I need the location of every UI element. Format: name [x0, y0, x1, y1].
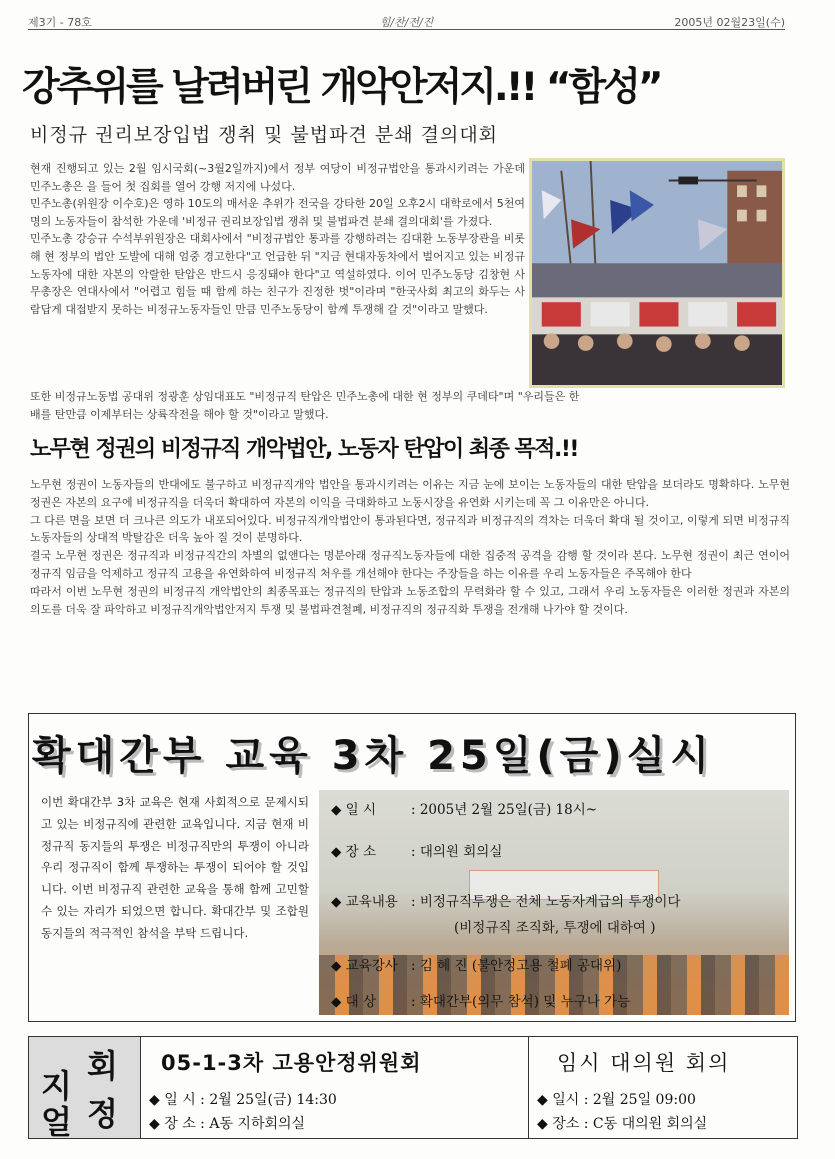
newsletter-title: 힘/찬/전/진: [379, 16, 434, 29]
meeting1-place: ◆ 장 소 : A동 지하회의실: [149, 1116, 306, 1132]
education-detail-time: ◆ 일 시 : 2005년 2월 25일(금) 18시~: [331, 802, 598, 818]
section2-title: 노무현 정권의 비정규직 개악법안, 노동자 탄압이 최종 목적.!!: [30, 437, 578, 462]
meeting-schedule: [28, 1036, 798, 1139]
schedule-label: [29, 1037, 141, 1141]
section2-paragraph: 그 다른 면을 보면 더 크나큰 의도가 내포되어있다. 비정규직개악법안이 통과된다면, 정규직과 비정규직의 격차는 더욱더 확대 될 것이고, 이렇게 되면 비정규직노동자들의 상대적 박탈감은 더욱 높아 질 것이 분명하다.: [30, 513, 790, 545]
section2-paragraph: 따라서 이번 노무현 정권의 비정규직 개악법안의 최종목표는 정규직의 탄압과 노동조합의 무력화라 할 수 있고, 그래서 우리 노동자들은 이러한 정권과 자본의 의도를 더욱 잘 파악하고 비정규직개악법안저지 투쟁 및 불법파견철폐, 비정규직의 정규직화 투쟁을 전개해 나가야 할 것이다.: [30, 584, 790, 616]
subheadline: 비정규 권리보장입법 쟁취 및 불법파견 분쇄 결의대회: [30, 124, 499, 146]
education-detail-content-sub: (비정규직 조직화, 투쟁에 대하여 ): [454, 920, 656, 936]
page-header: [28, 14, 785, 30]
education-description: 이번 확대간부 3차 교육은 현재 사회적으로 문제시되고 있는 비정규직에 관련한 교육입니다. 지금 현재 비정규직 동지들의 투쟁은 비정규직만의 투쟁이 아니라 우리 정규직이 함께 투쟁하는 투쟁이 되어야 할 것입니다. 이번 비정규직 관련한 교육을 통해 함께 고민할 수 있는 자리가 되었으면 합니다. 확대간부 및 조합원 동지들의 적극적인 참석을 부탁 드립니다.: [41, 795, 309, 940]
rally-photo: [529, 158, 785, 388]
schedule-label-char: 지: [41, 1067, 72, 1105]
education-detail-content: ◆ 교육내용 : 비정규직투쟁은 전체 노동자계급의 투쟁이다: [331, 894, 681, 910]
section2-paragraph: 결국 노무현 정권은 정규직과 비정규직간의 차별의 없앤다는 명분아래 정규직노동자들에 대한 집중적 공격을 감행 할 것이라 본다. 노무현 정권이 최근 연이어 정규직 임금을 억제하고 정규직 고용을 유연화하여 비정규직 처우를 개선해야 한다는 주장들을 하는 이유를 우리 노동자들은 주목해야 한다: [30, 549, 790, 580]
schedule-label-char: 정: [87, 1095, 118, 1133]
schedule-label-char: 얼: [41, 1103, 72, 1141]
meeting1-title: 05-1-3차 고용안정위원회: [161, 1051, 422, 1075]
meeting1-time: ◆ 일 시 : 2월 25일(금) 14:30: [149, 1092, 337, 1108]
issue-number: 제3기 - 78호: [28, 16, 92, 29]
article1-paragraph: 민주노총(위원장 이수호)은 영하 10도의 매서운 추위가 전국을 강타한 20일 오후2시 대학로에서 5천여 명의 노동자들이 참석한 가운데 '비정규 권리보장입법 쟁취 및 불법파견 분쇄 결의대회'를 가졌다.: [30, 197, 525, 228]
meeting1-panel: [141, 1037, 529, 1138]
meeting2-place: ◆ 장소 : C동 대의원 회의실: [537, 1116, 708, 1132]
article1-closing: 또한 비정규노동법 공대위 정광훈 상임대표도 "비정규직 탄압은 민주노총에 대한 현 정부의 쿠데타"며 "우리들은 한 배를 탄만큼 이제부터는 상륙작전을 해야 할 것"이라고 말했다.: [30, 390, 580, 421]
schedule-label-char: 회: [87, 1047, 118, 1085]
education-details-panel: [319, 790, 789, 1015]
education-detail-instructor: ◆ 교육강사 : 김 혜 진 (불안정고용 철폐 공대위): [331, 958, 622, 974]
meeting2-title: 임시 대의원 회의: [557, 1051, 731, 1075]
meeting2-time: ◆ 일시 : 2월 25일 09:00: [537, 1092, 696, 1108]
education-title: 확대간부 교육 3차 25일(금)실시: [32, 733, 714, 779]
education-detail-target: ◆ 대 상 : 확대간부(의무 참석) 및 누구나 가능: [331, 994, 631, 1010]
section2-paragraph: 노무현 정권이 노동자들의 반대에도 불구하고 비정규직개악 법안을 통과시키려는 이유는 지금 눈에 보이는 노동자들의 대한 탄압을 보더라도 명확하다. 노무현 정권은 자본의 요구에 비정규직을 더욱더 확대하여 자본의 이익을 극대화하고 노동시장을 유연화 시키는데 꼭 그 이유만은 아니다.: [30, 478, 790, 509]
issue-date: 2005년 02월23일(수): [674, 16, 785, 29]
article1-body: [30, 160, 525, 318]
education-notice: [28, 713, 796, 1022]
article1-paragraph: 민주노총 강승규 수석부위원장은 대회사에서 "비정규법안 통과를 강행하려는 김대환 노동부장관을 비롯해 현 정부의 법안 도발에 대해 엄중 경고한다"고 언급한 뒤 "지금 현대자동차에서 벌어지고 있는 비정규노동자에 대한 자본의 악랄한 탄압은 반드시 응징돼야 한다"고 역설하였다. 이어 민주노동당 김창현 사무총장은 연대사에서 "어렵고 힘들 때 함께 하는 친구가 진정한 벗"이라며 "한국사회 최고의 화두는 사람답게 대접받지 못하는 비정규노동자들인 만큼 민주노동당이 함께 투쟁해 갈 것"이라고 말했다.: [30, 232, 525, 316]
article1-paragraph: 현재 진행되고 있는 2월 임시국회(~3월2일까지)에서 정부 여당이 비정규법안을 통과시키려는 가운데 민주노총은 을 들어 첫 집회를 열어 강행 저지에 나섰다.: [30, 162, 525, 193]
section2-body: [30, 476, 790, 618]
education-detail-place: ◆ 장 소 : 대의원 회의실: [331, 844, 503, 860]
headline: 강추위를 날려버린 개악안저지.!! “함성”: [22, 65, 661, 110]
meeting2-panel: [529, 1037, 797, 1138]
